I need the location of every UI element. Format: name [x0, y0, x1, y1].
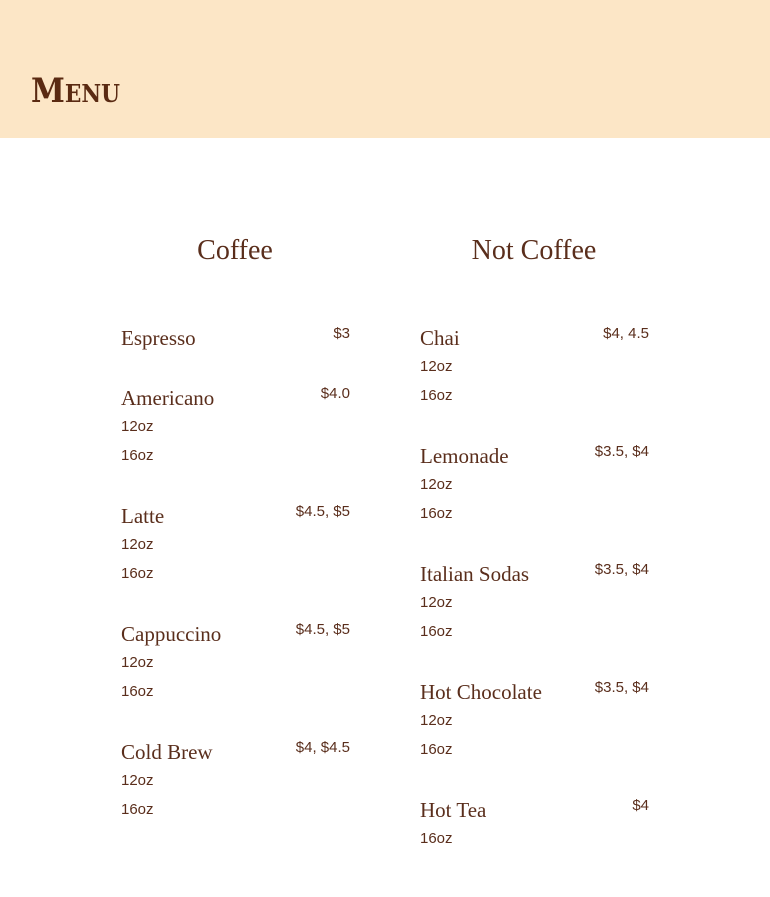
menu-item-header: [419, 324, 649, 352]
menu-item-header: [419, 678, 649, 706]
column-title: Coffee: [197, 235, 273, 266]
menu-item-header: [120, 620, 350, 648]
menu-item: [120, 738, 350, 824]
menu-item: [419, 560, 649, 646]
menu-item-size: 16oz: [121, 565, 154, 582]
menu-item-name: Italian Sodas: [420, 562, 530, 586]
menu-item-name: Hot Chocolate: [420, 680, 542, 704]
menu-item-name: Americano: [121, 386, 215, 410]
menu-item-name: Lemonade: [420, 444, 509, 468]
menu-item-size: 12oz: [420, 594, 453, 611]
header-banner: [0, 0, 770, 138]
menu-item-size: 12oz: [121, 772, 154, 789]
menu-logo[interactable]: Menu: [31, 71, 120, 111]
menu-item-header: [120, 738, 350, 766]
menu-item-header: [120, 384, 350, 412]
menu-item-name: Cappuccino: [121, 622, 222, 646]
menu-item: [120, 620, 350, 706]
menu-item-header: [120, 502, 350, 530]
menu-item-price: $3.5, $4: [594, 679, 649, 696]
menu-item: [419, 796, 649, 853]
menu-item-size: 16oz: [420, 387, 453, 404]
menu-item-list: [120, 324, 350, 824]
menu-item-size: 16oz: [420, 623, 453, 640]
menu-item-header: [120, 324, 350, 352]
menu-item: [419, 678, 649, 764]
menu-column-not-coffee: [419, 232, 649, 885]
menu-item-price: $4, $4.5: [295, 739, 350, 756]
menu-item-size: 12oz: [121, 536, 154, 553]
menu-item-price: $4.0: [320, 385, 350, 402]
menu-item-price: $4.5, $5: [295, 503, 350, 520]
menu-item: [120, 502, 350, 588]
menu-item-price: $3: [333, 325, 350, 342]
menu-item-size: 16oz: [420, 741, 453, 758]
menu-item-name: Chai: [420, 326, 460, 350]
menu-item-price: $4, 4.5: [603, 325, 649, 342]
menu-item-size: 16oz: [420, 505, 453, 522]
menu-item-size: 16oz: [121, 683, 154, 700]
menu-item: [419, 324, 649, 410]
menu-item-header: [419, 560, 649, 588]
menu-column-coffee: [120, 232, 350, 856]
menu-item-price: $4: [632, 797, 649, 814]
menu-item-price: $4.5, $5: [295, 621, 350, 638]
menu-item-size: 12oz: [420, 358, 453, 375]
menu-item-size: 16oz: [121, 447, 154, 464]
menu-item-size: 12oz: [420, 476, 453, 493]
column-title: Not Coffee: [471, 235, 597, 266]
menu-item-price: $3.5, $4: [594, 443, 649, 460]
menu-item-name: Espresso: [121, 326, 196, 350]
menu-item-size: 12oz: [121, 418, 154, 435]
menu-item: [120, 324, 350, 352]
menu-item-size: 12oz: [420, 712, 453, 729]
menu-item-header: [419, 796, 649, 824]
menu-item-header: [419, 442, 649, 470]
menu-item-list: [419, 324, 649, 853]
menu-item: [120, 384, 350, 470]
menu-item-size: 16oz: [121, 801, 154, 818]
menu-item-size: 16oz: [420, 830, 453, 847]
menu-item-size: 12oz: [121, 654, 154, 671]
menu-item: [419, 442, 649, 528]
menu-item-name: Cold Brew: [121, 740, 213, 764]
menu-item-name: Hot Tea: [420, 798, 487, 822]
menu-item-price: $3.5, $4: [594, 561, 649, 578]
menu-item-name: Latte: [121, 504, 165, 528]
